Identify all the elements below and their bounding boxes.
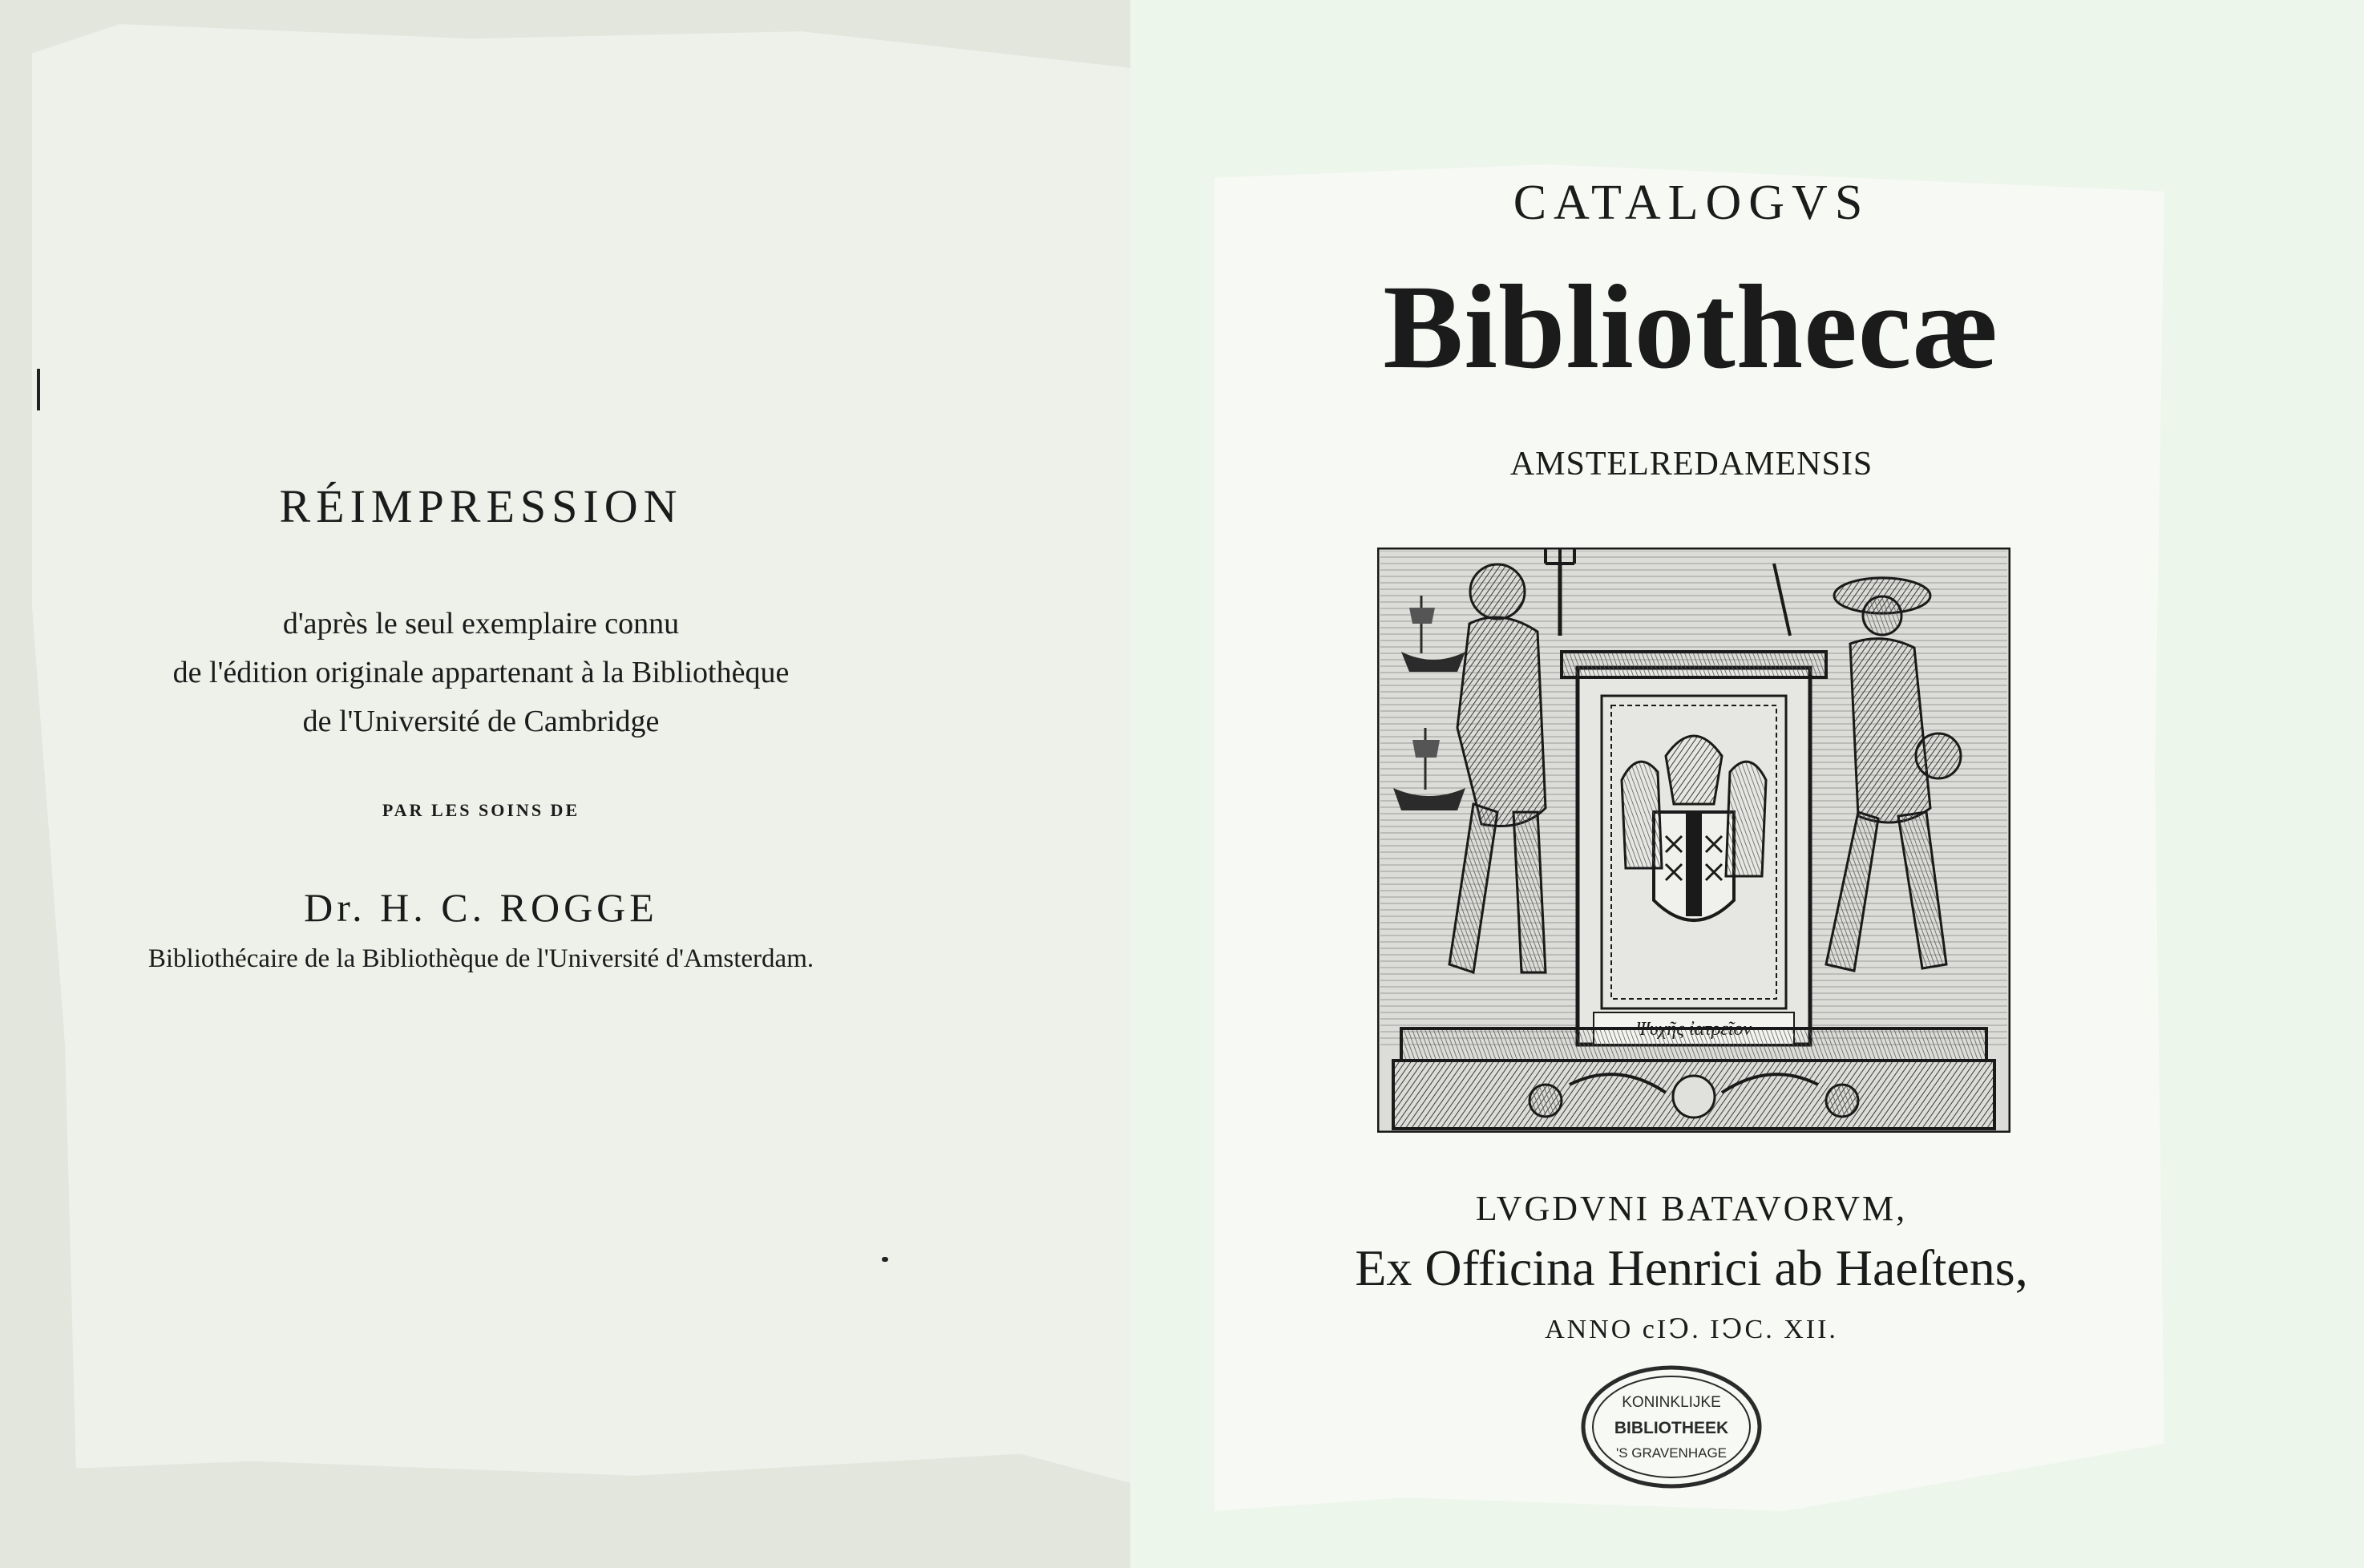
stamp-line-3: 'S GRAVENHAGE	[1615, 1445, 1728, 1461]
lugduni-batavorum: LVGDVNI BATAVORVM,	[1475, 1189, 1908, 1228]
amstelredamensis-title: AMSTELREDAMENSIS	[1509, 446, 1873, 483]
description-line-3: de l'Université de Cambridge	[302, 705, 660, 738]
left-page	[32, 24, 1130, 1483]
coat-of-arms-monument-icon	[1562, 652, 1826, 1045]
catalogus-title: CATALOGVS	[1513, 176, 1870, 230]
reimpression-heading: RÉIMPRESSION	[279, 480, 683, 532]
par-les-soins-label: PAR LES SOINS DE	[382, 800, 580, 820]
stamp-line-1: KONINKLIJKE	[1622, 1394, 1721, 1411]
reprint-description	[0, 600, 962, 746]
officina-line: Ex Officina Henrici ab Haeſtens,	[1355, 1239, 2028, 1296]
margin-mark	[37, 369, 40, 410]
editor-title: Bibliothécaire de la Bibliothèque de l'Université d'Amsterdam.	[147, 944, 814, 973]
anno-line: ANNO cIↃ. IↃC. XII.	[1545, 1315, 1838, 1344]
description-line-1: d'après le seul exemplaire connu	[282, 607, 680, 641]
bibliothecae-title: Bibliothecæ	[1383, 261, 2000, 394]
description-line-2: de l'édition originale appartenant à la Bibliothèque	[172, 656, 790, 689]
engraving-illustration	[1377, 548, 2010, 1133]
speck-mark	[882, 1257, 888, 1262]
library-stamp	[1579, 1363, 1764, 1491]
stamp-line-2: BIBLIOTHEEK	[1614, 1419, 1729, 1437]
editor-name: Dr. H. C. ROGGE	[304, 885, 658, 930]
